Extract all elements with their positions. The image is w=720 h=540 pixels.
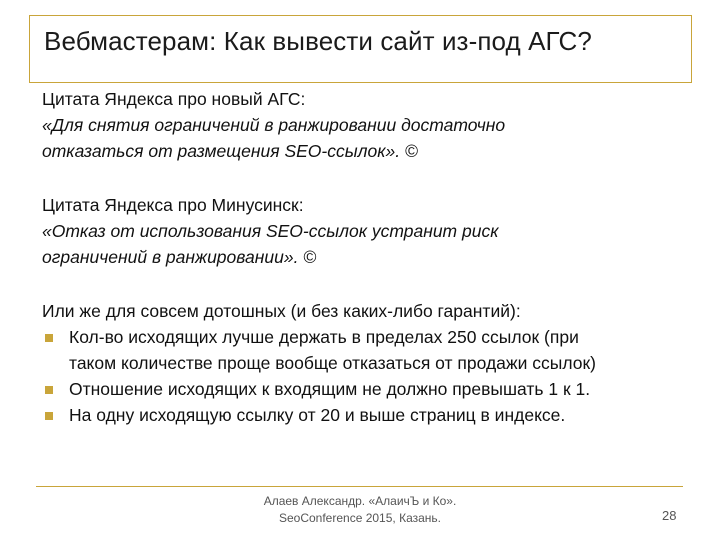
title-underline <box>29 82 692 83</box>
slide-footer <box>210 493 510 527</box>
block2-quote-line2: ограничений в ранжировании». © <box>42 247 317 267</box>
left-border-line <box>29 15 30 83</box>
bullet-text-line1: Отношение исходящих к входящим не должно превышать 1 к 1. <box>69 379 591 399</box>
bullet-text-line2: таком количестве проще вообще отказаться от продажи ссылок) <box>69 353 596 373</box>
square-bullet-icon <box>45 334 53 342</box>
bullet-text-line1: Кол-во исходящих лучше держать в пределах 250 ссылок (при <box>69 327 579 347</box>
footer-event: SeoConference 2015, Казань. <box>278 511 441 525</box>
bullet-item <box>42 402 682 428</box>
block2-quote-line1: «Отказ от использования SEO-ссылок устранит риск <box>42 221 499 241</box>
slide-title: Вебмастерам: Как вывести сайт из-под АГС? <box>44 26 592 56</box>
block2-heading: Цитата Яндекса про Минусинск: <box>42 195 304 215</box>
block1-quote-line1: «Для снятия ограничений в ранжировании достаточно <box>42 115 506 135</box>
bullet-item <box>42 324 682 376</box>
page-number: 28 <box>662 508 677 523</box>
bullet-item <box>42 376 682 402</box>
slide-content <box>42 86 682 428</box>
block1-quote-line2: отказаться от размещения SEO-ссылок». © <box>42 141 418 161</box>
block3-heading: Или же для совсем дотошных (и без каких-либо гарантий): <box>42 301 521 321</box>
footer-author: Алаев Александр. «АлаичЪ и Ко». <box>263 494 457 508</box>
top-border-line <box>29 15 692 16</box>
bullet-text-line1: На одну исходящую ссылку от 20 и выше страниц в индексе. <box>69 405 566 425</box>
square-bullet-icon <box>45 386 53 394</box>
footer-line <box>36 486 683 487</box>
right-border-line <box>691 15 692 83</box>
block1-heading: Цитата Яндекса про новый АГС: <box>42 89 306 109</box>
square-bullet-icon <box>45 412 53 420</box>
bullet-list <box>42 324 682 428</box>
